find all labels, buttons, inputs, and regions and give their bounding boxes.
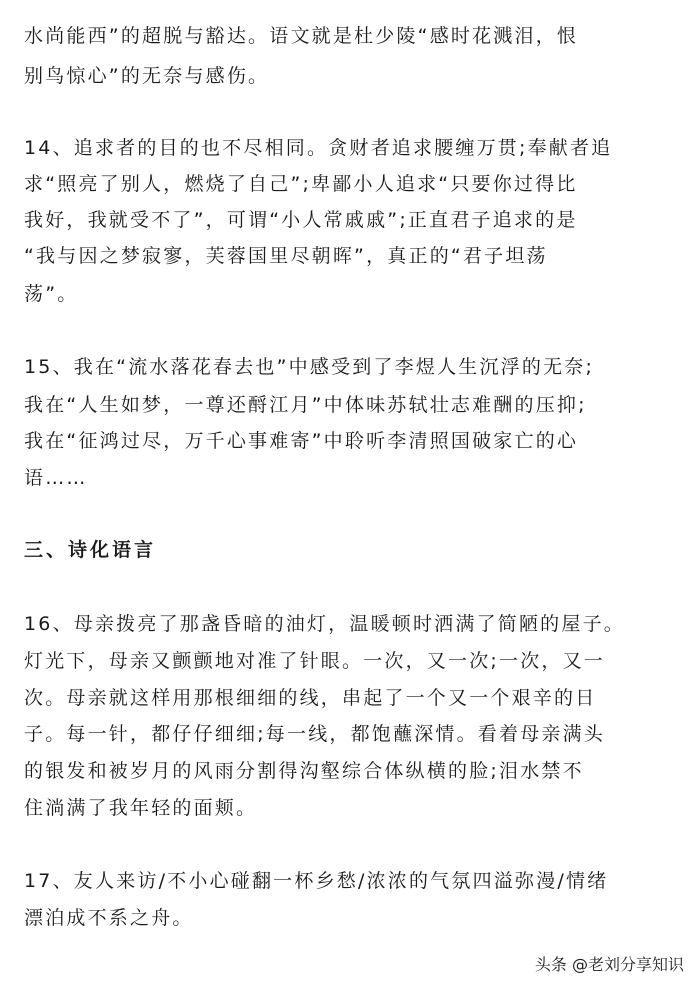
watermark: 头条 @老刘分享知识 [534, 955, 684, 974]
text-line: 荡”。 [24, 283, 79, 305]
text-line: 灯光下，母亲又颤颤地对准了针眼。一次，又一次;一次，又一 [24, 650, 606, 672]
section-heading: 三、诗化语言 [24, 539, 157, 561]
text-line: 语…… [24, 467, 88, 489]
text-line: 17、友人来访/不小心碰翻一杯乡愁/浓浓的气氛四溢弥漫/情绪 [24, 870, 609, 892]
text-line: 我好，我就受不了”，可谓“小人常戚戚”;正直君子追求的是 [24, 209, 578, 231]
text-line: 我在“人生如梦，一尊还酹江月”中体味苏轼壮志难酬的压抑; [24, 394, 587, 416]
text-line: 水尚能西”的超脱与豁达。语文就是杜少陵“感时花溅泪，恨 [24, 25, 579, 47]
text-line: 的银发和被岁月的风雨分割得沟壑综合体纵横的脸;泪水禁不 [24, 760, 584, 782]
text-line: 别鸟惊心”的无奈与感伤。 [24, 65, 270, 87]
text-line: 子。每一针，都仔仔细细;每一线，都饱蘸深情。看着母亲满头 [24, 723, 606, 745]
text-line: 我在“征鸿过尽，万千心事难寄”中聆听李清照国破家亡的心 [24, 430, 579, 452]
text-line: 次。母亲就这样用那根细细的线，串起了一个又一个艰辛的日 [24, 687, 597, 709]
text-line: 15、我在“流水落花春去也”中感受到了李煜人生沉浮的无奈; [24, 356, 595, 378]
text-line: “我与因之梦寂寥，芙蓉国里尽朝晖”，真正的“君子坦荡 [24, 245, 548, 267]
text-line: 住淌满了我年轻的面颊。 [24, 797, 258, 819]
text-line: 漂泊成不系之舟。 [24, 907, 194, 929]
text-line: 求“照亮了别人，燃烧了自己”;卑鄙小人追求“只要你过得比 [24, 173, 578, 195]
text-line: 14、追求者的目的也不尽相同。贪财者追求腰缠万贯;奉献者追 [24, 137, 613, 159]
text-line: 16、母亲拨亮了那盏昏暗的油灯，温暖顿时洒满了简陋的屋子。 [24, 613, 625, 635]
